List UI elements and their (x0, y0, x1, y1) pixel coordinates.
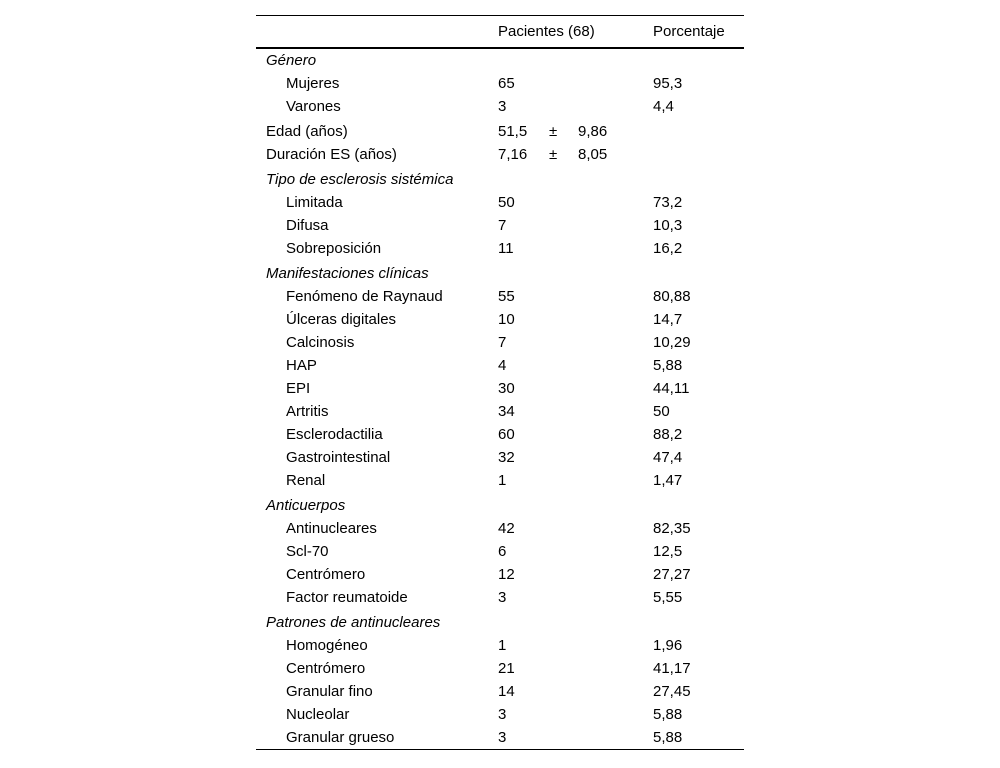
row-patients: 21 (498, 660, 515, 677)
row-patients: 51,5 (498, 123, 528, 140)
row-label: Renal (286, 472, 326, 489)
row-label: Mujeres (286, 75, 340, 92)
table-row (256, 308, 744, 331)
table-row (256, 354, 744, 377)
row-patients: 3 (498, 98, 507, 115)
row-percentage: 47,4 (653, 449, 683, 466)
row-label: Esclerodactilia (286, 426, 383, 443)
row-patients: 6 (498, 543, 507, 560)
section-title: Tipo de esclerosis sistémica (266, 171, 454, 188)
row-patients: 3 (498, 589, 507, 606)
row-patients: 65 (498, 75, 515, 92)
row-label: Artritis (286, 403, 329, 420)
table-bottom-rule (256, 749, 744, 750)
row-label: Difusa (286, 217, 329, 234)
row-label: Edad (años) (266, 123, 348, 140)
table-row (256, 680, 744, 703)
table-row (256, 377, 744, 400)
row-patients: 7,16 (498, 146, 528, 163)
row-percentage: 88,2 (653, 426, 683, 443)
row-percentage: 1,96 (653, 637, 683, 654)
row-patients: 7 (498, 334, 507, 351)
row-patients: 1 (498, 637, 507, 654)
row-patients: 3 (498, 729, 507, 746)
row-label: Limitada (286, 194, 343, 211)
row-label: Calcinosis (286, 334, 355, 351)
row-label: Centrómero (286, 566, 366, 583)
section-title-row (256, 49, 744, 72)
row-plus-minus: ± (549, 146, 558, 163)
row-percentage: 16,2 (653, 240, 683, 257)
row-percentage: 80,88 (653, 288, 691, 305)
table-row (256, 540, 744, 563)
section-title-row (256, 611, 744, 634)
row-patients: 32 (498, 449, 515, 466)
row-percentage: 5,55 (653, 589, 683, 606)
row-patients: 30 (498, 380, 515, 397)
section-title-row (256, 262, 744, 285)
row-label: Úlceras digitales (286, 311, 397, 328)
row-percentage: 14,7 (653, 311, 683, 328)
section-title: Manifestaciones clínicas (266, 265, 429, 282)
table-row (256, 331, 744, 354)
row-label: EPI (286, 380, 311, 397)
table-row (256, 446, 744, 469)
row-percentage: 5,88 (653, 729, 683, 746)
row-label: Gastrointestinal (286, 449, 391, 466)
row-patients: 3 (498, 706, 507, 723)
row-plus-minus: ± (549, 123, 558, 140)
table-row (256, 95, 744, 118)
row-label: Factor reumatoide (286, 589, 408, 606)
table-row (256, 726, 744, 749)
row-percentage: 44,11 (653, 380, 690, 397)
table-row (256, 469, 744, 492)
row-patients: 10 (498, 311, 515, 328)
row-percentage: 41,17 (653, 660, 691, 677)
row-patients: 42 (498, 520, 515, 537)
row-label: Homogéneo (286, 637, 368, 654)
table-row (256, 143, 744, 166)
table-row (256, 563, 744, 586)
row-label: Granular fino (286, 683, 373, 700)
row-percentage: 1,47 (653, 472, 683, 489)
row-sd: 8,05 (578, 146, 608, 163)
row-patients: 4 (498, 357, 507, 374)
row-patients: 1 (498, 472, 507, 489)
row-percentage: 5,88 (653, 706, 683, 723)
section-title: Patrones de antinucleares (266, 614, 441, 631)
table-row (256, 634, 744, 657)
header-patients: Pacientes (68) (498, 23, 595, 40)
table-row (256, 72, 744, 95)
row-label: Nucleolar (286, 706, 350, 723)
row-patients: 7 (498, 217, 507, 234)
table-row (256, 703, 744, 726)
row-label: Granular grueso (286, 729, 395, 746)
row-percentage: 10,29 (653, 334, 691, 351)
table-row (256, 586, 744, 609)
characteristics-table (256, 15, 744, 750)
table-row (256, 191, 744, 214)
row-patients: 60 (498, 426, 515, 443)
row-patients: 12 (498, 566, 515, 583)
row-percentage: 5,88 (653, 357, 683, 374)
row-label: Centrómero (286, 660, 366, 677)
row-percentage: 95,3 (653, 75, 683, 92)
row-label: Varones (286, 98, 341, 115)
table-row (256, 400, 744, 423)
row-percentage: 73,2 (653, 194, 683, 211)
header-percentage: Porcentaje (653, 23, 725, 40)
row-percentage: 12,5 (653, 543, 683, 560)
row-label: HAP (286, 357, 317, 374)
table-header-row (256, 16, 744, 47)
row-percentage: 4,4 (653, 98, 674, 115)
row-patients: 14 (498, 683, 515, 700)
row-patients: 34 (498, 403, 515, 420)
row-percentage: 27,45 (653, 683, 691, 700)
row-patients: 11 (498, 240, 514, 257)
row-label: Sobreposición (286, 240, 382, 257)
table-row (256, 517, 744, 540)
section-title: Anticuerpos (266, 497, 346, 514)
row-label: Fenómeno de Raynaud (286, 288, 443, 305)
table-row (256, 657, 744, 680)
row-label: Antinucleares (286, 520, 377, 537)
row-label: Duración ES (años) (266, 146, 397, 163)
table-row (256, 423, 744, 446)
row-patients: 50 (498, 194, 515, 211)
row-percentage: 50 (653, 403, 670, 420)
row-percentage: 82,35 (653, 520, 691, 537)
table-body (256, 49, 744, 749)
table-row (256, 237, 744, 260)
section-title-row (256, 494, 744, 517)
row-percentage: 27,27 (653, 566, 691, 583)
table-row (256, 214, 744, 237)
section-title: Género (266, 52, 317, 69)
row-percentage: 10,3 (653, 217, 683, 234)
row-sd: 9,86 (578, 123, 608, 140)
row-patients: 55 (498, 288, 515, 305)
section-title-row (256, 168, 744, 191)
row-label: Scl-70 (286, 543, 329, 560)
table-row (256, 120, 744, 143)
table-row (256, 285, 744, 308)
